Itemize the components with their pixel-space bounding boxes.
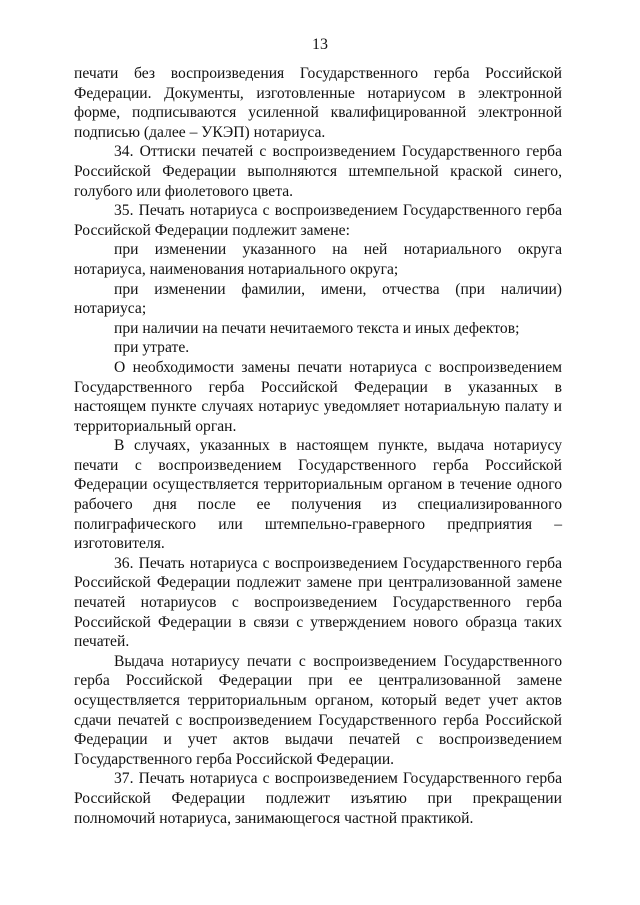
- paragraph-37: 37. Печать нотариуса с воспроизведением Государственного герба Российской Федерации подлежит изъятию при прекращении полномочий нотариуса, занимающегося частной практикой.: [74, 770, 562, 827]
- list-item-name-change: при изменении фамилии, имени, отчества (при наличии) нотариуса;: [74, 280, 562, 318]
- paragraph-continuation: печати без воспроизведения Государственного герба Российской Федерации. Документы, изготовленные нотариусом в электронной форме, подписываются усиленной квалифицированной электронной подписью (далее – УКЭП) нотариуса.: [74, 65, 562, 141]
- paragraph-notification: О необходимости замены печати нотариуса с воспроизведением Государственного герба Российской Федерации в указанных в настоящем пункте случаях нотариус уведомляет нотариальную палату и территориальный орган.: [74, 358, 562, 435]
- document-body: [74, 64, 562, 828]
- paragraph-34: 34. Оттиски печатей с воспроизведением Государственного герба Российской Федерации выполняются штемпельной краской синего, голубого или фиолетового цвета.: [74, 143, 562, 200]
- list-item-defects: при наличии на печати нечитаемого текста и иных дефектов;: [114, 319, 520, 337]
- paragraph-issuance: В случаях, указанных в настоящем пункте, выдача нотариусу печати с воспроизведением Государственного герба Российской Федерации осуществляется территориальным органом в течение одного рабочего дня после ее получения из специализированного полиграфического или штемпельно-граверного предприятия – изготовителя.: [74, 437, 562, 553]
- paragraph-35: 35. Печать нотариуса с воспроизведением Государственного герба Российской Федерации подлежит замене:: [74, 202, 562, 239]
- paragraph-36: 36. Печать нотариуса с воспроизведением Государственного герба Российской Федерации подлежит замене при централизованной замене печатей нотариусов с воспроизведением Государственного герба Российской Федерации в связи с утверждением нового образца таких печатей.: [74, 554, 562, 651]
- list-item-loss: при утрате.: [114, 339, 190, 357]
- page-number: 13: [312, 36, 328, 53]
- paragraph-centralized-issuance: Выдача нотариусу печати с воспроизведением Государственного герба Российской Федерации при ее централизованной замене осуществляется территориальным органом, который ведет учет актов сдачи печатей с воспроизведением Государственного герба Российской Федерации и учет актов выдачи печатей с воспроизведением Государственного герба Российской Федерации.: [74, 652, 562, 768]
- list-item-district-change: при изменении указанного на ней нотариального округа нотариуса, наименования нотариального округа;: [74, 241, 562, 278]
